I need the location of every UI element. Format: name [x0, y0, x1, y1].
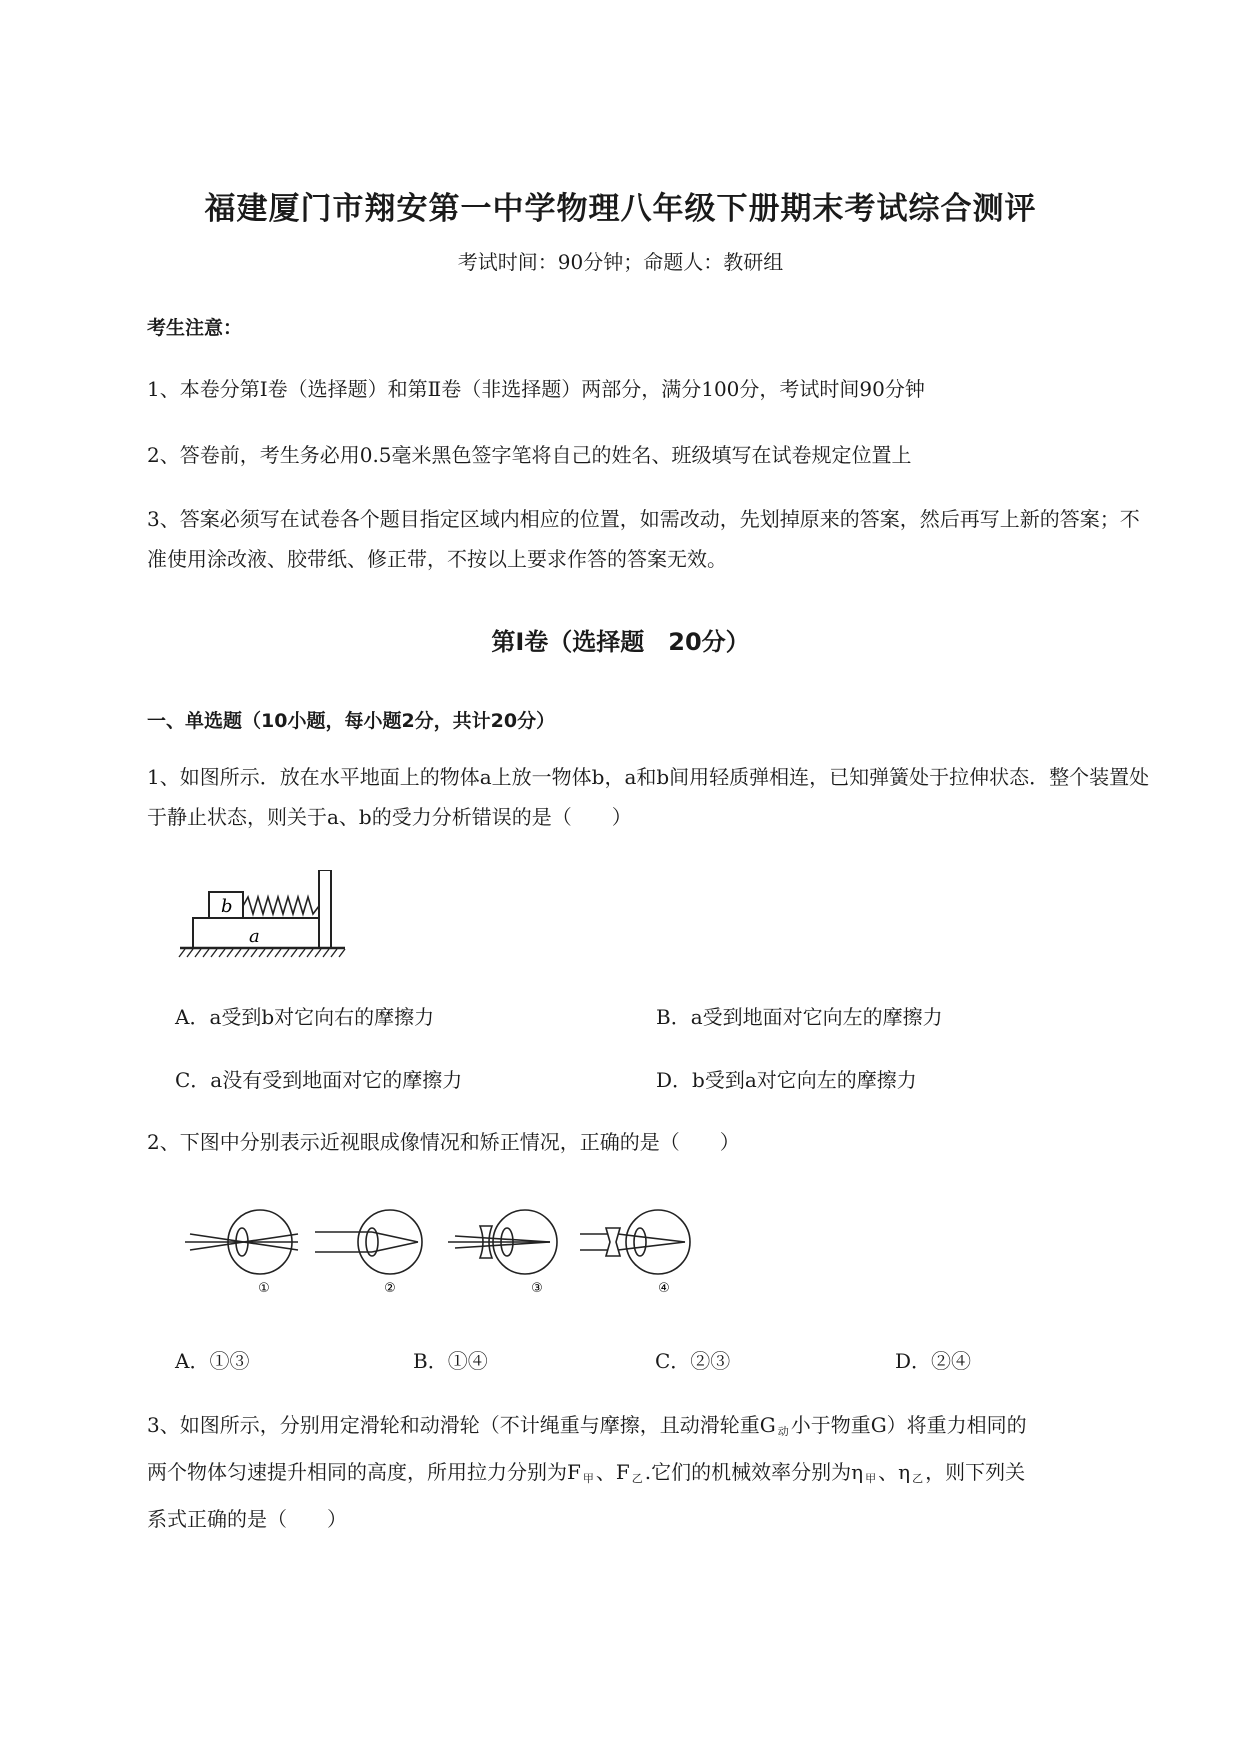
notice-item-1: 1、本卷分第Ⅰ卷（选择题）和第Ⅱ卷（非选择题）两部分，满分100分，考试时间90分钟	[147, 377, 925, 401]
exam-info: 考试时间：90分钟；命题人：教研组	[457, 250, 784, 274]
notice-item-2: 2、答卷前，考生务必用0.5毫米黑色签字笔将自己的姓名、班级填写在试卷规定位置上	[147, 443, 912, 467]
question-2-stem: 2、下图中分别表示近视眼成像情况和矫正情况，正确的是（ ）	[147, 1130, 740, 1154]
section-title: 第Ⅰ卷（选择题 20分）	[491, 628, 750, 656]
eye-label-1: ①	[258, 1281, 270, 1296]
wall-post	[319, 870, 331, 948]
question-2-figure	[180, 1200, 720, 1300]
page-title: 福建厦门市翔安第一中学物理八年级下册期末考试综合测评	[204, 191, 1037, 227]
notice-heading: 考生注意：	[147, 317, 243, 339]
notice-item-3: 3、答案必须写在试卷各个题目指定区域内相应的位置，如需改动，先划掉原来的答案，然后再写上新的答案；不准使用涂改液、胶带纸、修正带，不按以上要求作答的答案无效。	[147, 507, 1140, 571]
q1-option-c[interactable]: C．a没有受到地面对它的摩擦力	[175, 1068, 463, 1092]
question-3-line-2: 两个物体匀速提升相同的高度，所用拉力分别为F $_甲$ 、F $_乙$ .它们的机械效率分别为η $_甲$ 、η $_乙$ ，则下列关	[147, 1460, 1026, 1485]
label-b: b	[221, 896, 233, 917]
q2-option-a[interactable]: A．①③	[175, 1349, 250, 1373]
q1-option-b[interactable]: B．a受到地面对它向左的摩擦力	[656, 1005, 943, 1029]
question-1-stem: 1、如图所示．放在水平地面上的物体a上放一物体b，a和b间用轻质弹相连，已知弹簧处于拉伸状态．整个装置处于静止状态，则关于a、b的受力分析错误的是（ ）	[147, 765, 1150, 829]
q2-option-b[interactable]: B．①④	[413, 1349, 488, 1373]
question-3-line-3: 系式正确的是（ ）	[147, 1507, 347, 1531]
question-1-figure	[175, 870, 375, 965]
question-3-line-1: 3、如图所示，分别用定滑轮和动滑轮（不计绳重与摩擦，且动滑轮重G $_动$ 小于物重G）将重力相同的	[147, 1413, 1027, 1438]
q1-option-d[interactable]: D．b受到a对它向左的摩擦力	[656, 1068, 917, 1092]
spring	[243, 897, 319, 914]
q2-option-c[interactable]: C．②③	[655, 1349, 731, 1373]
question-3-stem	[147, 1405, 1152, 1539]
eye-label-4: ④	[658, 1281, 670, 1296]
q2-option-d[interactable]: D．②④	[895, 1349, 972, 1373]
eye-label-2: ②	[384, 1281, 396, 1296]
q1-option-a[interactable]: A．a受到b对它向右的摩擦力	[175, 1005, 435, 1029]
label-a: a	[249, 926, 260, 947]
eye-label-3: ③	[531, 1281, 543, 1296]
part-title: 一、单选题（10小题，每小题2分，共计20分）	[147, 710, 556, 732]
